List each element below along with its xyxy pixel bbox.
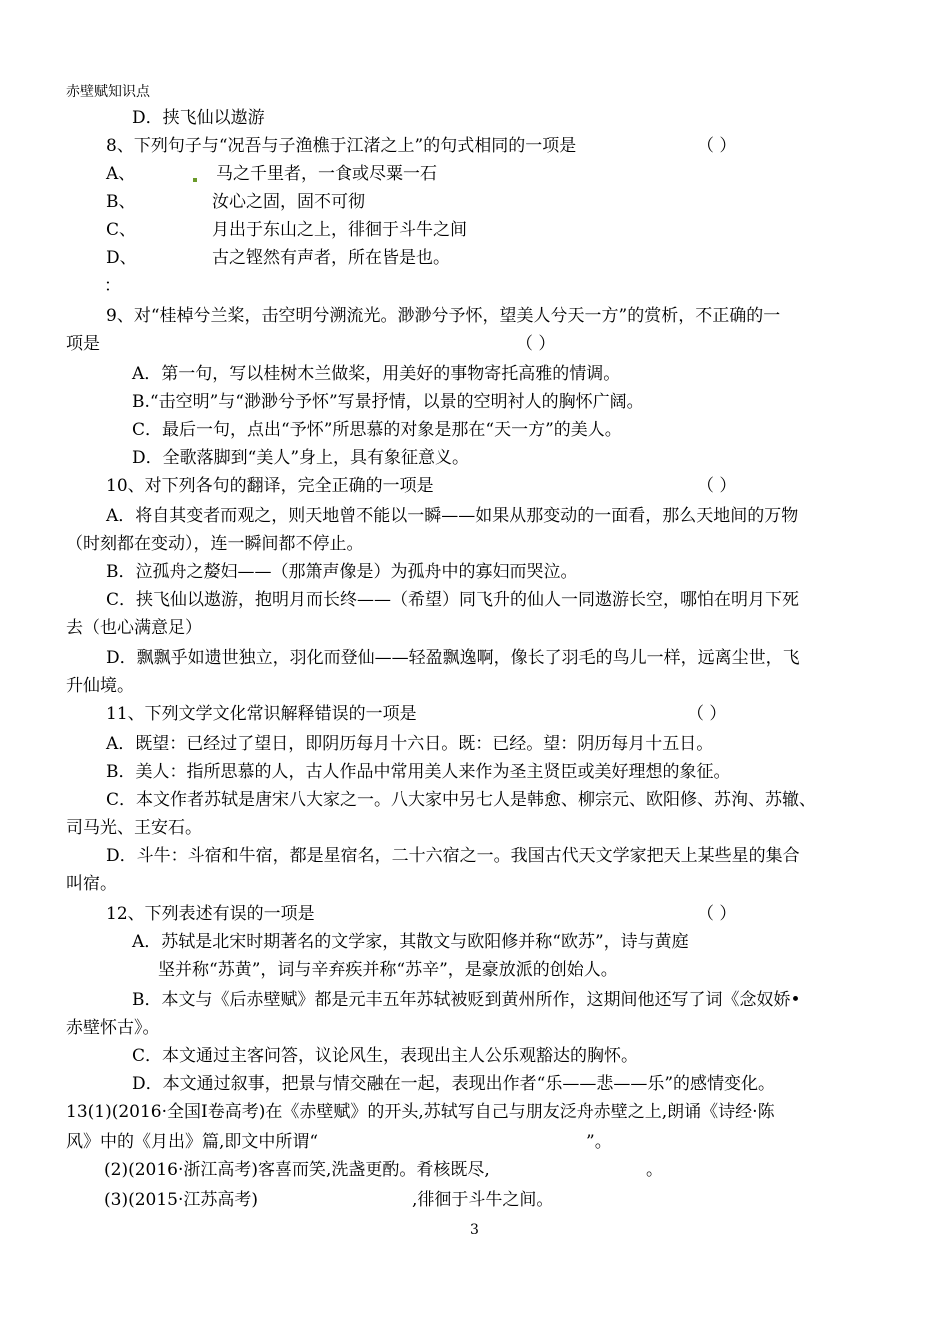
q8-stem: 8、下列句子与“况吾与子渔樵于江渚之上”的句式相同的一项是 bbox=[106, 136, 577, 156]
q10-option-b: B．泣孤舟之嫠妇——（那箫声像是）为孤舟中的寡妇而哭泣。 bbox=[106, 562, 578, 582]
q11-option-a: A．既望：已经过了望日，即阴历每月十六日。既：已经。望：阴历每月十五日。 bbox=[106, 734, 714, 754]
q9-option-c: C．最后一句，点出“予怀”所思慕的对象是那在“天一方”的美人。 bbox=[132, 420, 622, 440]
q8-answer-blank: （ ） bbox=[697, 136, 737, 156]
q9-stem-line2: 项是 bbox=[66, 334, 100, 354]
q8-option-b-letter: B、 bbox=[106, 192, 136, 212]
q12-option-d: D．本文通过叙事，把景与情交融在一起，表现出作者“乐——悲——乐”的感情变化。 bbox=[132, 1074, 776, 1094]
q13-part3: (3)(2015·江苏高考) bbox=[104, 1190, 259, 1210]
q10-option-d-line2: 升仙境。 bbox=[66, 676, 134, 696]
q13-part1-line1: 13(1)(2016·全国Ⅰ卷高考)在《赤壁赋》的开头,苏轼写自己与朋友泛舟赤壁之上,朗诵《诗经·陈 bbox=[66, 1102, 775, 1122]
q12-option-b-line2: 赤壁怀古》。 bbox=[66, 1018, 160, 1038]
q9-option-b: B.“击空明”与“渺渺兮予怀”写景抒情，以景的空明衬人的胸怀广阔。 bbox=[132, 392, 644, 412]
q11-option-b: B．美人：指所思慕的人，古人作品中常用美人来作为圣主贤臣或美好理想的象征。 bbox=[106, 762, 731, 782]
q9-option-d: D．全歌落脚到“美人”身上，具有象征意义。 bbox=[132, 448, 470, 468]
q8-option-a-letter: A、 bbox=[106, 164, 136, 184]
stray-colon: ： bbox=[104, 276, 121, 296]
q11-option-d-line1: D．斗牛：斗宿和牛宿，都是星宿名，二十六宿之一。我国古代天文学家把天上某些星的集合 bbox=[106, 846, 800, 866]
q10-option-d-line1: D．飘飘乎如遗世独立，羽化而登仙——轻盈飘逸啊，像长了羽毛的鸟儿一样，远离尘世，飞 bbox=[106, 648, 800, 668]
q11-option-c-line1: C．本文作者苏轼是唐宋八大家之一。八大家中另七人是韩愈、柳宗元、欧阳修、苏洵、苏辙、 bbox=[106, 790, 817, 810]
q11-option-c-line2: 司马光、王安石。 bbox=[66, 818, 202, 838]
q12-option-b-line1: B．本文与《后赤壁赋》都是元丰五年苏轼被贬到黄州所作，这期间他还写了词《念奴娇• bbox=[132, 990, 801, 1010]
q12-option-a-line1: A．苏轼是北宋时期著名的文学家，其散文与欧阳修并称“欧苏”，诗与黄庭 bbox=[132, 932, 689, 952]
q11-answer-blank: （ ） bbox=[687, 704, 727, 724]
q13-part3-text: ,徘徊于斗牛之间。 bbox=[412, 1190, 554, 1210]
q8-option-d-text: 古之铿然有声者，所在皆是也。 bbox=[212, 248, 450, 268]
q8-option-a-text: 马之千里者，一食或尽粟一石 bbox=[216, 164, 437, 184]
q11-stem: 11、下列文学文化常识解释错误的一项是 bbox=[106, 704, 417, 724]
q10-option-a-line2: （时刻都在变动），连一瞬间都不停止。 bbox=[66, 534, 364, 554]
q8-option-b-text: 汝心之固，固不可彻 bbox=[212, 192, 365, 212]
q10-answer-blank: （ ） bbox=[697, 476, 737, 496]
q7-option-d: D．挟飞仙以遨游 bbox=[132, 108, 265, 128]
q13-part1-blank-end: ”。 bbox=[586, 1132, 612, 1152]
document-header: 赤壁赋知识点 bbox=[66, 84, 150, 100]
q13-part1-line2: 风》中的《月出》篇,即文中所谓“ bbox=[66, 1132, 319, 1152]
q8-option-c-text: 月出于东山之上，徘徊于斗牛之间 bbox=[212, 220, 467, 240]
q12-option-a-line2: 坚并称“苏黄”，词与辛弃疾并称“苏辛”，是豪放派的创始人。 bbox=[158, 960, 618, 980]
q13-part2: (2)(2016·浙江高考)客喜而笑,洗盏更酌。肴核既尽, bbox=[104, 1160, 490, 1180]
q13-part2-blank-end: 。 bbox=[646, 1160, 663, 1180]
green-marker-icon bbox=[193, 178, 197, 182]
q9-answer-blank: （ ） bbox=[516, 334, 556, 354]
q10-option-c-line2: 去（也心满意足） bbox=[66, 618, 202, 638]
q12-option-c: C．本文通过主客问答，议论风生，表现出主人公乐观豁达的胸怀。 bbox=[132, 1046, 639, 1066]
q10-stem: 10、对下列各句的翻译，完全正确的一项是 bbox=[106, 476, 434, 496]
q11-option-d-line2: 叫宿。 bbox=[66, 874, 117, 894]
page-number: 3 bbox=[470, 1222, 479, 1238]
q8-option-c-letter: C、 bbox=[106, 220, 137, 240]
q12-answer-blank: （ ） bbox=[697, 904, 737, 924]
q10-option-c-line1: C．挟飞仙以遨游，抱明月而长终——（希望）同飞升的仙人一同遨游长空，哪怕在明月下死 bbox=[106, 590, 800, 610]
q8-option-d-letter: D、 bbox=[106, 248, 137, 268]
q9-option-a: A．第一句，写以桂树木兰做桨，用美好的事物寄托高雅的情调。 bbox=[132, 364, 621, 384]
q9-stem-line1: 9、对“桂棹兮兰桨，击空明兮溯流光。渺渺兮予怀，望美人兮天一方”的赏析，不正确的一 bbox=[106, 306, 781, 326]
q10-option-a-line1: A．将自其变者而观之，则天地曾不能以一瞬——如果从那变动的一面看，那么天地间的万物 bbox=[106, 506, 799, 526]
q12-stem: 12、下列表述有误的一项是 bbox=[106, 904, 315, 924]
